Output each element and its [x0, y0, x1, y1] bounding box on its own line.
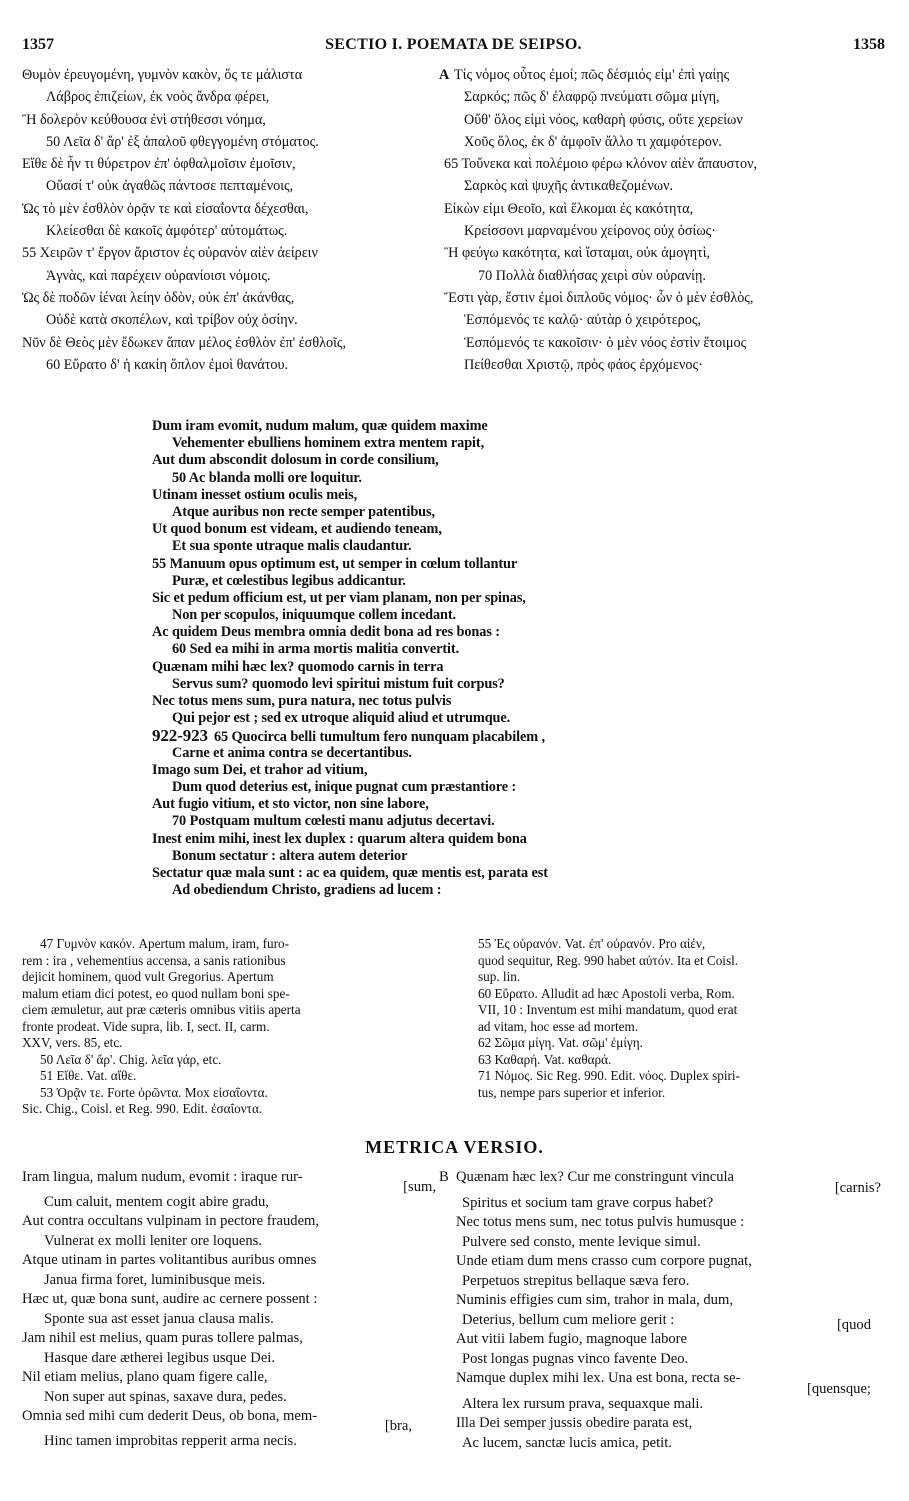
greek-line: Οὔασί τ' οὐκ ἀγαθῶς πάντοσε πεπταμένοις,	[46, 178, 294, 195]
metrica-right-column	[440, 1168, 885, 1453]
greek-line: Εἰκὼν εἰμι Θεοῖο, καὶ ἕλκομαι ἐς κακότητα,	[444, 200, 694, 217]
footnotes-right-column	[478, 936, 888, 1101]
greek-line: Θυμὸν ἐρευγομένη, γυμνὸν κακὸν, ὅς τε μάλιστα	[22, 67, 303, 83]
greek-line: Σαρκός; πῶς δ' ἐλαφρῷ πνεύματι σῶμα μίγη,	[464, 89, 720, 106]
metrica-left-column	[22, 1168, 442, 1451]
latin-line: 50 Ac blanda molli ore loquitur.	[172, 469, 362, 486]
greek-line: Ὡς δὲ ποδῶν ἰέναι λείην ὁδὸν, οὐκ ἐπ' ἀκάνθας,	[22, 289, 295, 306]
latin-line: Atque auribus non recte semper patentibus,	[172, 503, 435, 520]
verse-overflow: [quod	[836, 1316, 871, 1333]
greek-line: 70 Πολλὰ διαθλήσας χειρὶ σὺν οὐρανίῃ.	[478, 267, 706, 284]
verse-line: Aut vitii labem fugio, magnoque labore	[456, 1331, 688, 1347]
verse-line-with-overflow	[440, 1311, 885, 1331]
greek-line: Εἴθε δὲ ἦν τι θύρετρον ἐπ' ὀφθαλμοῖσιν ἐμοῖσιν,	[22, 156, 296, 173]
verse-line: Vulnerat ex molli leniter ore loquens.	[44, 1232, 262, 1249]
latin-line: Qui pejor est ; sed ex utroque aliquid aliud et utrumque.	[172, 710, 511, 727]
greek-line: Τίς νόμος οὗτος ἐμοί; πῶς δέσμιός εἰμ' ἐπὶ γαίῃς	[454, 67, 730, 83]
verse-line: Quænam hæc lex? Cur me constringunt vincula	[456, 1169, 735, 1185]
footnote-line: sup. lin.	[478, 969, 521, 984]
verse-line: Hinc tamen improbitas repperit arma necis.	[44, 1432, 297, 1449]
margin-marker-b: B	[439, 1169, 449, 1185]
latin-line: Bonum sectatur : altera autem deterior	[172, 847, 408, 864]
latin-line: 60 Sed ea mihi in arma mortis malitia convertit.	[172, 641, 460, 658]
latin-line: Sic et pedum officium est, ut per viam planam, non per spinas,	[152, 589, 526, 606]
latin-line-with-column-number	[54, 727, 752, 744]
footnote-line: tus, nempe pars superior et inferior.	[478, 1084, 666, 1100]
verse-line: Ac lucem, sanctæ lucis amica, petit.	[462, 1434, 672, 1451]
column-number: 922-923	[152, 726, 208, 746]
verse-line: Numinis effigies cum sim, trahor in mala, dum,	[456, 1292, 733, 1308]
greek-text-right-column	[440, 64, 890, 376]
footnote-line: VII, 10 : Inventum est mihi mandatum, quod erat	[478, 1002, 738, 1017]
greek-line: Ἑσπόμενός τε κακοῖσιν· ὁ μὲν νόος ἐστὶν ἕτοιμος	[464, 334, 747, 351]
footnote-line: 55 Ἐς οὐρανόν. Vat. ἐπ' οὐρανόν. Pro αἰέν,	[478, 936, 706, 951]
footnotes-left-column	[22, 936, 432, 1118]
verse-overflow: [bra,	[384, 1417, 412, 1434]
greek-line: Χοῦς ὅλος, ἐκ δ' ἀμφοῖν ἄλλο τι χαμφότερον.	[464, 133, 722, 150]
greek-line: 65 Τοὔνεκα καὶ πολέμοιο φέρω κλόνον αἰὲν ἄπαυστον,	[444, 156, 758, 173]
footnote-line: 50 Λεῖα δ' ἄρ'. Chig. λεῖα γάρ, etc.	[40, 1051, 222, 1067]
verse-line: Non super aut spinas, saxave dura, pedes.	[44, 1388, 287, 1405]
verse-line: Namque duplex mihi lex. Una est bona, recta se-	[456, 1370, 741, 1386]
footnote-line: Sic. Chig., Coisl. et Reg. 990. Edit. ἐσαΐοντα.	[22, 1101, 263, 1116]
greek-line: Ἑσπόμενός τε καλῷ· αὐτὰρ ὁ χειρότερος,	[464, 312, 702, 329]
latin-line: Aut dum abscondit dolosum in corde consilium,	[152, 452, 439, 469]
verse-overflow: [carnis?	[834, 1179, 881, 1196]
footnote-line: 47 Γυμνὸν κακόν. Apertum malum, iram, furo-	[40, 936, 289, 951]
verse-overflow: [quensque;	[806, 1380, 871, 1397]
latin-line: Sectatur quæ mala sunt : ac ea quidem, quæ mentis est, parata est	[152, 864, 548, 881]
verse-line: Hæc ut, quæ bona sunt, audire ac cernere possent :	[22, 1291, 318, 1307]
verse-line: Janua firma foret, luminibusque meis.	[44, 1271, 266, 1288]
greek-line: Ἁγνὰς, καὶ παρέχειν οὐρανίοισι νόμοις.	[46, 267, 271, 284]
verse-line: Aut contra occultans vulpinam in pectore fraudem,	[22, 1213, 320, 1229]
latin-line: Puræ, et cœlestibus legibus addicantur.	[172, 572, 406, 589]
latin-line: Nec totus mens sum, pura natura, nec totus pulvis	[152, 693, 452, 709]
footnote-line: malum etiam dici potest, eo quod nullam boni spe-	[22, 985, 290, 1001]
greek-line: Οὐδὲ κατὰ σκοπέλων, καὶ τρίβον οὐχ ὁσίην.	[46, 312, 298, 329]
verse-line: Nec totus mens sum, nec totus pulvis humusque :	[456, 1214, 745, 1230]
latin-line: Servus sum? quomodo levi spiritui mistum fuit corpus?	[172, 675, 505, 692]
latin-line: Ac quidem Deus membra omnia dedit bona ad res bonas :	[152, 624, 500, 641]
metrica-versio-heading: METRICA VERSIO.	[365, 1137, 544, 1157]
verse-line: Cum caluit, mentem cogit abire gradu,	[44, 1193, 269, 1210]
verse-line: Perpetuos strepitus bellaque sæva fero.	[462, 1272, 690, 1289]
latin-translation	[152, 418, 752, 899]
margin-marker-a: A	[439, 67, 450, 83]
footnote-line: 51 Εἴθε. Vat. αἴθε.	[40, 1068, 137, 1083]
running-header	[22, 36, 885, 58]
greek-line: Ἢ φεύγω κακότητα, καὶ ἵσταμαι, οὐκ ἀμογητὶ,	[444, 245, 711, 262]
greek-line: 50 Λεῖα δ' ἄρ' ἐξ ἁπαλοῦ φθεγγομένη στόματος.	[46, 133, 319, 150]
verse-line: Post longas pugnas vinco favente Deo.	[462, 1350, 689, 1367]
verse-line: Iram lingua, malum nudum, evomit : iraque rur-	[22, 1169, 303, 1185]
latin-line: Ad obediendum Christo, gradiens ad lucem :	[172, 882, 442, 899]
latin-line: 65 Quocirca belli tumultum fero nunquam placabilem ,	[213, 729, 546, 746]
footnote-line: 60 Εὔρατο. Alludit ad hæc Apostoli verba, Rom.	[478, 985, 735, 1001]
verse-line: Deterius, bellum cum meliore gerit :	[462, 1311, 675, 1328]
latin-line: Aut fugio vitium, et sto victor, non sine labore,	[152, 796, 429, 813]
verse-line: Nil etiam melius, plano quam figere calle,	[22, 1369, 268, 1385]
page-number-right: 1358	[853, 36, 885, 53]
greek-line: Κλείεσθαι δὲ κακοῖς ἀμφότερ' αὐτομάτως.	[46, 223, 288, 240]
greek-line: Ἔστι γὰρ, ἔστιν ἐμοὶ διπλοῦς νόμος· ὧν ὁ μὲν ἐσθλὸς,	[444, 289, 754, 306]
greek-line: Ὡς τὸ μὲν ἐσθλὸν ὁρᾷν τε καὶ εἰσαΐοντα δέχεσθαι,	[22, 200, 309, 217]
latin-line: 70 Postquam multum cœlesti manu adjutus decertavi.	[172, 813, 495, 830]
latin-line: Non per scopulos, iniquumque collem incedant.	[172, 607, 457, 624]
greek-line: Ἢ δολερὸν κεύθουσα ἐνὶ στήθεσσι νόημα,	[22, 111, 266, 128]
verse-overflow: [sum,	[403, 1178, 436, 1195]
latin-line: Dum iram evomit, nudum malum, quæ quidem maxime	[152, 418, 488, 434]
footnote-line: quod sequitur, Reg. 990 habet αὐτόν. Ita et Coisl.	[478, 952, 739, 968]
latin-line: Dum quod deterius est, inique pugnat cum præstantiore :	[172, 778, 517, 795]
greek-line: Λάβρος ἐπιζείων, ἐκ νοὸς ἄνδρα φέρει,	[46, 89, 270, 106]
section-title: SECTIO I. POEMATA DE SEIPSO.	[325, 36, 582, 53]
latin-line: Utinam inesset ostium oculis meis,	[152, 486, 358, 503]
greek-line: Οὔθ' ὅλος εἰμὶ νόος, καθαρὴ φύσις, οὔτε χερείων	[464, 111, 743, 128]
verse-line: Atque utinam in partes volitantibus auribus omnes	[22, 1252, 317, 1268]
verse-line: Illa Dei semper jussis obedire parata est,	[456, 1415, 693, 1431]
latin-line: 55 Manuum opus optimum est, ut semper in cœlum tollantur	[152, 555, 518, 572]
latin-line: Carne et anima contra se decertantibus.	[172, 744, 412, 761]
verse-line: Sponte sua ast esset janua clausa malis.	[44, 1310, 274, 1327]
footnote-line: XXV, vers. 85, etc.	[22, 1035, 123, 1050]
greek-line: Νῦν δὲ Θεὸς μὲν ἔδωκεν ἅπαν μέλος ἐσθλὸν ἐπ' ἐσθλοῖς,	[22, 334, 347, 351]
footnote-line: fronte prodeat. Vide supra, lib. I, sect. II, carm.	[22, 1018, 270, 1034]
latin-line: Inest enim mihi, inest lex duplex : quarum altera quidem bona	[152, 830, 527, 847]
verse-line: Pulvere sed consto, mente levique simul.	[462, 1233, 701, 1250]
latin-line: Vehementer ebulliens hominem extra mentem rapit,	[172, 435, 485, 452]
verse-line: Unde etiam dum mens crasso cum corpore pugnat,	[456, 1253, 752, 1269]
footnote-line: 62 Σῶμα μίγη. Vat. σῶμ' ἐμίγη.	[478, 1035, 643, 1050]
verse-line: Omnia sed mihi cum dederit Deus, ob bona, mem-	[22, 1408, 318, 1424]
greek-line: 55 Χειρῶν τ' ἔργον ἄριστον ἐς οὐρανὸν αἰὲν ἀείρειν	[22, 245, 318, 262]
greek-line: Κρείσσονι μαρναμένου χείρονος οὐχ ὁσίως·	[464, 223, 717, 240]
verse-line: Spiritus et socium tam grave corpus habet?	[462, 1194, 714, 1211]
latin-line: Et sua sponte utraque malis claudantur.	[172, 538, 412, 555]
latin-line: Imago sum Dei, et trahor ad vitium,	[152, 761, 368, 778]
latin-line: Quænam mihi hæc lex? quomodo carnis in terra	[152, 658, 444, 675]
greek-text-left-column	[22, 64, 442, 376]
footnote-line: dejicit hominem, quod vult Gregorius. Apertum	[22, 969, 274, 984]
footnote-line: ad vitam, hoc esse ad mortem.	[478, 1018, 639, 1034]
footnote-line: ciem æmuletur, aut præ cæteris omnibus vitiis aperta	[22, 1002, 301, 1017]
verse-line: Jam nihil est melius, quam puras tollere palmas,	[22, 1330, 303, 1346]
page-number-left: 1357	[22, 36, 54, 53]
verse-line: Hasque dare æthereі legibus usque Dei.	[44, 1349, 275, 1366]
footnote-line: 53 Ὁρᾷν τε. Forte ὁρῶντα. Mox εἰσαΐοντα.	[40, 1084, 268, 1100]
verse-line: Altera lex rursum prava, sequaxque mali.	[462, 1395, 704, 1412]
footnote-line: rem : ira , vehementius accensa, a sanis rationibus	[22, 952, 286, 968]
footnote-line: 63 Καθαρή. Vat. καθαρά.	[478, 1051, 612, 1067]
greek-line: 60 Εὔρατο δ' ἡ κακίη ὅπλον ἐμοὶ θανάτου.	[46, 356, 289, 373]
greek-line: Πείθεσθαι Χριστῷ, πρὸς φάος ἐρχόμενος·	[464, 356, 703, 373]
greek-line: Σαρκὸς καὶ ψυχῆς ἀντικαθεζομένων.	[464, 178, 674, 195]
latin-line: Ut quod bonum est videam, et audiendo teneam,	[152, 521, 442, 538]
footnote-line: 71 Νόμος. Sic Reg. 990. Edit. νόος. Duplex spiri-	[478, 1068, 740, 1083]
